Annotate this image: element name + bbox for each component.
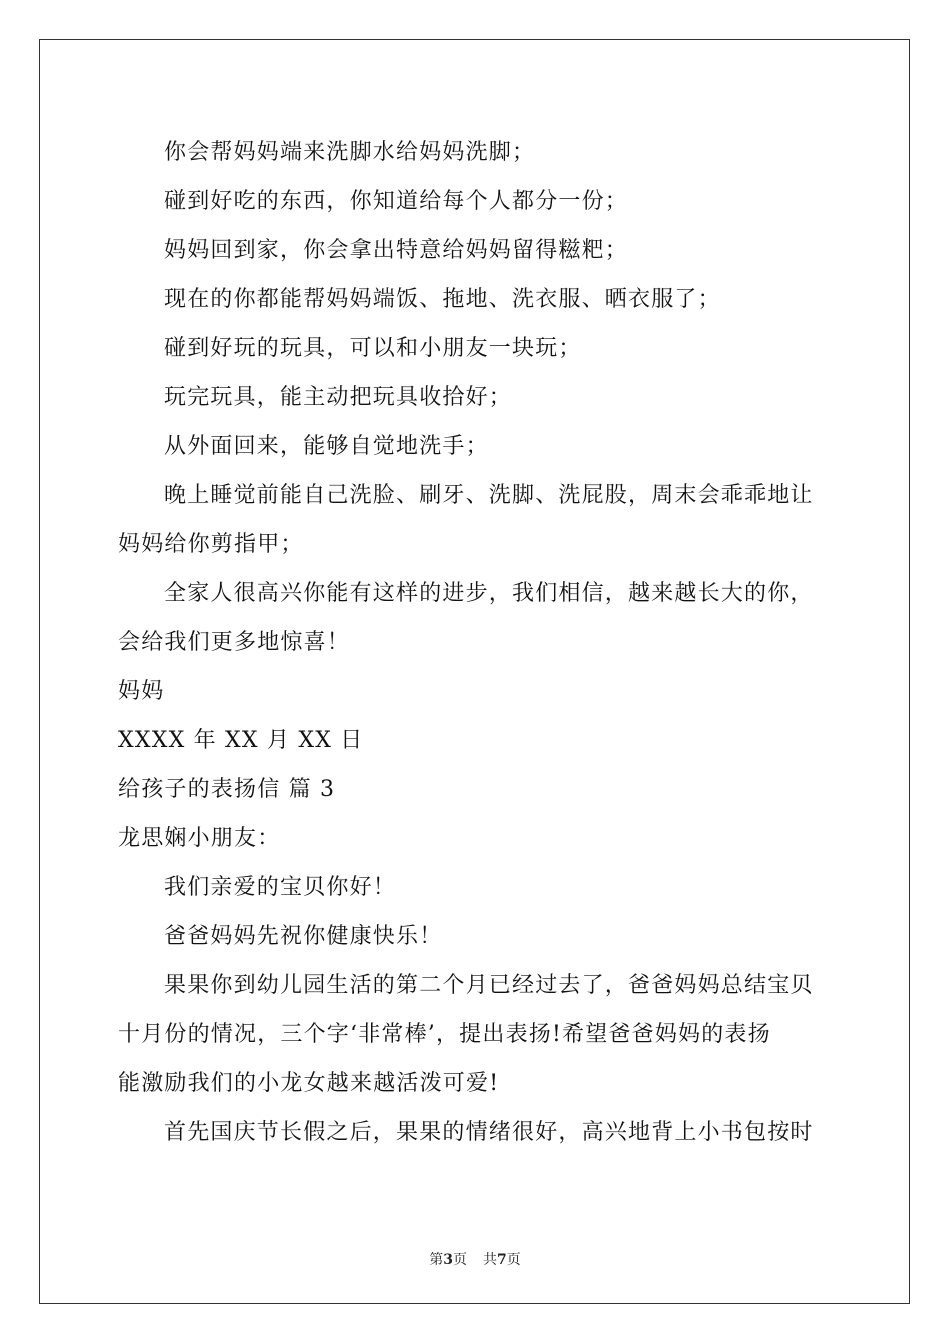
text-line: 首先国庆节长假之后，果果的情绪很好，高兴地背上小书包按时: [164, 1120, 814, 1145]
text-line: 爸爸妈妈先祝你健康快乐！: [164, 924, 443, 949]
text-line: 从外面回来，能够自觉地洗手；: [164, 434, 489, 459]
text-line: 我们亲爱的宝贝你好！: [164, 875, 397, 900]
text-line: 碰到好玩的玩具，可以和小朋友一块玩；: [164, 336, 582, 361]
page-prefix: 第: [429, 1252, 444, 1268]
text-line: 十月份的情况，三个字‘非常棒’，提出表扬!希望爸爸妈妈的表扬: [118, 1022, 771, 1047]
page-footer: [0, 1249, 950, 1269]
total-suffix: 页: [506, 1252, 521, 1268]
signature-line: 妈妈: [118, 679, 165, 704]
text-line: 你会帮妈妈端来洗脚水给妈妈洗脚；: [164, 140, 536, 165]
document-body: [118, 128, 838, 1157]
page-suffix: 页: [453, 1252, 467, 1268]
date-line: XXXX 年 XX 月 XX 日: [118, 728, 364, 753]
text-line: 会给我们更多地惊喜！: [118, 630, 351, 655]
section-heading: 给孩子的表扬信 篇 3: [118, 777, 336, 802]
text-line: 果果你到幼儿园生活的第二个月已经过去了，爸爸妈妈总结宝贝: [164, 973, 814, 998]
total-prefix: 共: [483, 1252, 497, 1268]
text-line: 晚上睡觉前能自己洗脸、刷牙、洗脚、洗屁股，周末会乖乖地让: [164, 483, 814, 508]
text-line: 妈妈给你剪指甲；: [118, 532, 304, 557]
page-number: 3: [443, 1252, 453, 1268]
text-line: 现在的你都能帮妈妈端饭、拖地、洗衣服、晒衣服了；: [164, 287, 721, 312]
text-line: 玩完玩具，能主动把玩具收拾好；: [164, 385, 513, 410]
text-line: 全家人很高兴你能有这样的进步，我们相信，越来越长大的你，: [164, 581, 814, 606]
text-line: 能激励我们的小龙女越来越活泼可爱!: [118, 1071, 500, 1096]
salutation-line: 龙思娴小朋友：: [118, 826, 281, 851]
total-pages: 7: [497, 1252, 507, 1268]
text-line: 妈妈回到家，你会拿出特意给妈妈留得糍粑；: [164, 238, 629, 263]
text-line: 碰到好吃的东西，你知道给每个人都分一份；: [164, 189, 629, 214]
